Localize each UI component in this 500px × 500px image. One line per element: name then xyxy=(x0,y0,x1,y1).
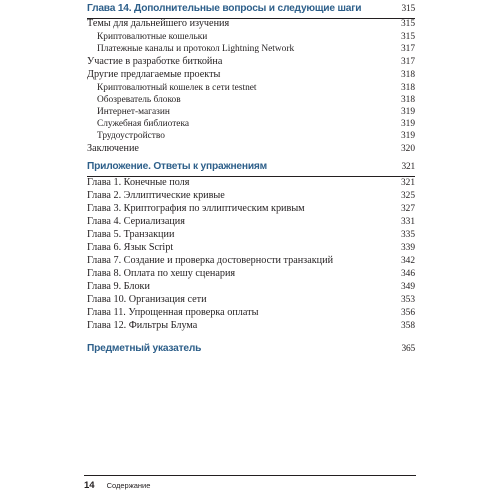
toc-entry-page: 365 xyxy=(401,344,415,354)
page-footer xyxy=(84,480,150,491)
toc-entry-title: Глава 5. Транзакции xyxy=(87,229,175,240)
toc-entry-answers-1 xyxy=(87,176,415,190)
running-title: Содержание xyxy=(106,481,151,490)
toc-entry-page: 317 xyxy=(400,44,415,54)
toc-entry-page: 318 xyxy=(400,83,415,93)
toc-entry-page: 321 xyxy=(400,178,415,188)
toc-entry-answers-3 xyxy=(87,202,415,216)
toc-entry-page: 320 xyxy=(400,144,415,154)
toc-entry-answers-4 xyxy=(87,215,415,229)
toc-entry-topics xyxy=(87,17,415,31)
toc-entry-page: 315 xyxy=(400,19,415,29)
toc-entry-page: 318 xyxy=(400,95,415,105)
toc-entry-title: Глава 1. Конечные поля xyxy=(87,177,190,188)
toc-entry-title: Обозреватель блоков xyxy=(97,95,181,105)
toc-entry-title: Глава 8. Оплата по хешу сценария xyxy=(87,268,236,279)
toc-entry-appendix xyxy=(87,160,415,174)
toc-entry-page: 353 xyxy=(400,295,415,305)
toc-entry-title: Участие в разработке биткойна xyxy=(87,56,223,67)
toc-entry-answers-2 xyxy=(87,189,415,203)
toc-entry-title: Другие предлагаемые проекты xyxy=(87,69,221,80)
toc-entry-answers-11 xyxy=(87,306,415,320)
toc-entry-answers-12 xyxy=(87,319,415,333)
toc-entry-title: Глава 6. Язык Script xyxy=(87,242,174,253)
toc-entry-lightning xyxy=(97,42,415,56)
toc-entry-projects xyxy=(87,68,415,82)
toc-entry-answers-7 xyxy=(87,254,415,268)
toc-entry-page: 349 xyxy=(400,282,415,292)
toc-entry-title: Служебная библиотека xyxy=(97,119,190,129)
toc-entry-title: Глава 12. Фильтры Блума xyxy=(87,320,198,331)
toc-entry-title: Глава 10. Организация сети xyxy=(87,294,207,305)
toc-entry-title: Трудоустройство xyxy=(97,131,165,141)
toc-entry-page: 335 xyxy=(400,230,415,240)
toc-entry-page: 321 xyxy=(401,162,415,172)
toc-entry-title: Криптовалютные кошельки xyxy=(97,32,208,42)
toc-entry-title: Криптовалютный кошелек в сети testnet xyxy=(97,83,257,93)
toc-entry-page: 346 xyxy=(400,269,415,279)
toc-entry-answers-8 xyxy=(87,267,415,281)
toc-entry-answers-5 xyxy=(87,228,415,242)
toc-entry-title: Платежные каналы и протокол Lightning Network xyxy=(97,44,295,54)
toc-entry-title: Глава 3. Криптография по эллиптическим кривым xyxy=(87,203,305,214)
toc-entry-chapter-14 xyxy=(87,2,415,16)
toc-entry-title: Глава 2. Эллиптические кривые xyxy=(87,190,225,201)
toc-entry-job xyxy=(97,129,415,143)
toc-entry-page: 327 xyxy=(400,204,415,214)
toc-entry-development xyxy=(87,55,415,69)
toc-entry-page: 319 xyxy=(400,119,415,129)
toc-entry-page: 325 xyxy=(400,191,415,201)
toc-entry-title: Заключение xyxy=(87,143,139,154)
toc-entry-title: Глава 14. Дополнительные вопросы и следующие шаги xyxy=(87,3,362,14)
toc-entry-page: 356 xyxy=(400,308,415,318)
toc-entry-title: Предметный указатель xyxy=(87,343,202,354)
toc-entry-answers-6 xyxy=(87,241,415,255)
toc-entry-page: 319 xyxy=(400,107,415,117)
toc-entry-page: 319 xyxy=(400,131,415,141)
toc-entry-page: 339 xyxy=(400,243,415,253)
toc-entry-title: Интернет-магазин xyxy=(97,107,170,117)
toc-entry-index xyxy=(87,342,415,356)
page-number: 14 xyxy=(84,480,95,491)
toc-entry-title: Темы для дальнейшего изучения xyxy=(87,18,230,29)
toc-entry-page: 342 xyxy=(400,256,415,266)
toc-entry-conclusion xyxy=(87,142,415,156)
toc-entry-page: 358 xyxy=(400,321,415,331)
toc-entry-page: 331 xyxy=(400,217,415,227)
toc-entry-title: Глава 11. Упрощенная проверка оплаты xyxy=(87,307,259,318)
toc-entry-answers-9 xyxy=(87,280,415,294)
toc-entry-page: 315 xyxy=(400,32,415,42)
toc-entry-answers-10 xyxy=(87,293,415,307)
toc-entry-title: Глава 7. Создание и проверка достоверности транзакций xyxy=(87,255,334,266)
toc-entry-page: 317 xyxy=(400,57,415,67)
toc-entry-title: Глава 9. Блоки xyxy=(87,281,150,292)
toc-entry-page: 318 xyxy=(400,70,415,80)
footer-rule xyxy=(84,475,416,476)
toc-entry-title: Глава 4. Сериализация xyxy=(87,216,185,227)
toc-entry-title: Приложение. Ответы к упражнениям xyxy=(87,161,267,172)
toc-entry-page: 315 xyxy=(401,4,415,14)
